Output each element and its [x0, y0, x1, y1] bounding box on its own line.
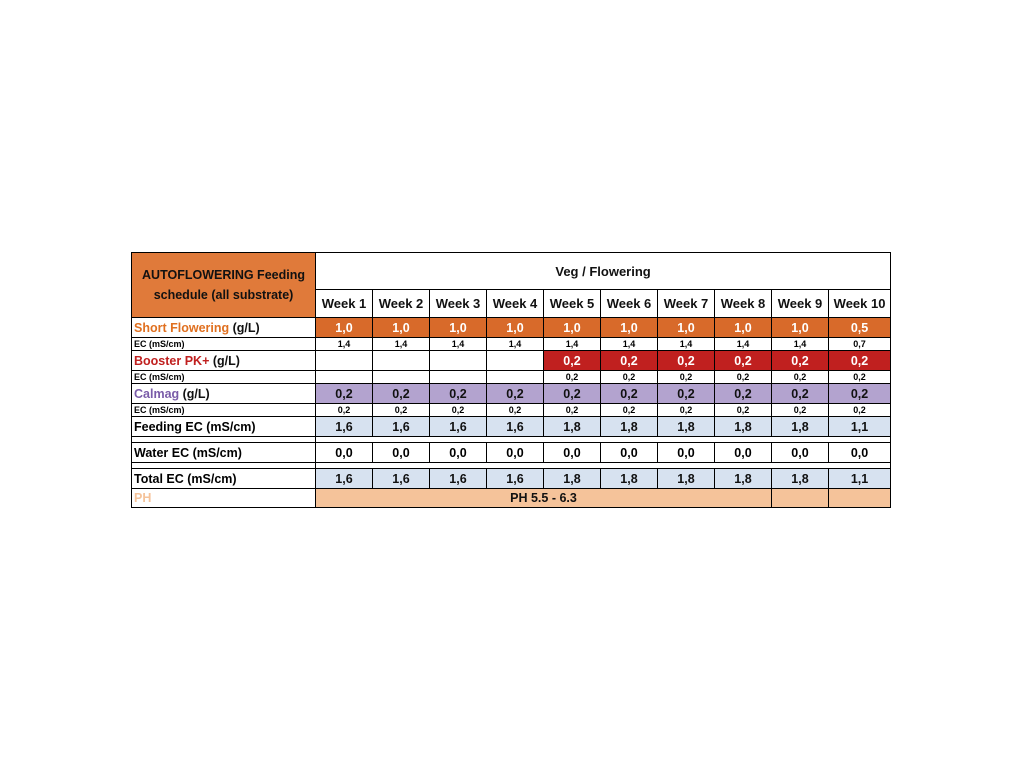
value-cell: Week 5 — [544, 290, 601, 318]
value-cell: 1,6 — [430, 469, 487, 489]
feeding-ec-row — [132, 417, 891, 437]
short-flowering-ec-row — [132, 338, 891, 351]
value-cell: 0,2 — [658, 371, 715, 384]
value-cell: 0,2 — [772, 371, 829, 384]
value-cell: 0,2 — [430, 404, 487, 417]
value-cell — [316, 351, 373, 371]
value-cell: 1,6 — [316, 469, 373, 489]
ph-cell — [829, 489, 891, 508]
value-cell: 1,6 — [487, 469, 544, 489]
ph-value: PH 5.5 - 6.3 — [316, 489, 772, 508]
value-cell: 1,8 — [601, 469, 658, 489]
value-cell: Week 6 — [601, 290, 658, 318]
unit: (g/L) — [229, 320, 260, 335]
value-cell: 1,0 — [772, 318, 829, 338]
calmag-row — [132, 384, 891, 404]
value-cell: Week 10 — [829, 290, 891, 318]
value-cell: 0,2 — [829, 371, 891, 384]
value-cell: 1,8 — [715, 417, 772, 437]
schedule-title — [132, 253, 316, 318]
value-cell: 0,2 — [829, 384, 891, 404]
value-cell: 0,0 — [487, 443, 544, 463]
product-name: Booster PK+ — [134, 353, 210, 368]
value-cell: 1,4 — [772, 338, 829, 351]
water-ec-row — [132, 443, 891, 463]
value-cell: 0,2 — [601, 384, 658, 404]
value-cell: 0,0 — [373, 443, 430, 463]
feeding-ec-label: Feeding EC (mS/cm) — [132, 417, 316, 437]
value-cell — [316, 371, 373, 384]
value-cell: 0,0 — [715, 443, 772, 463]
value-cell: 1,4 — [316, 338, 373, 351]
value-cell: 0,2 — [658, 351, 715, 371]
value-cell: 0,2 — [544, 404, 601, 417]
ec-label: EC (mS/cm) — [132, 371, 316, 384]
value-cell: 1,1 — [829, 417, 891, 437]
value-cell: 0,2 — [772, 384, 829, 404]
value-cell: 0,2 — [430, 384, 487, 404]
value-cell: 0,2 — [772, 351, 829, 371]
value-cell: 1,0 — [544, 318, 601, 338]
value-cell: 1,0 — [430, 318, 487, 338]
value-cell: 1,0 — [487, 318, 544, 338]
value-cell: 0,2 — [544, 384, 601, 404]
value-cell: 0,0 — [430, 443, 487, 463]
value-cell — [373, 351, 430, 371]
value-cell: 1,0 — [715, 318, 772, 338]
value-cell: 0,7 — [829, 338, 891, 351]
value-cell: 0,2 — [772, 404, 829, 417]
calmag-label — [132, 384, 316, 404]
value-cell: Week 9 — [772, 290, 829, 318]
short-flowering-label — [132, 318, 316, 338]
value-cell: 0,2 — [658, 384, 715, 404]
value-cell: 0,0 — [316, 443, 373, 463]
value-cell: 1,8 — [772, 417, 829, 437]
value-cell: 1,0 — [601, 318, 658, 338]
ph-row — [132, 489, 891, 508]
value-cell — [430, 371, 487, 384]
value-cell: 1,8 — [658, 469, 715, 489]
value-cell — [430, 351, 487, 371]
value-cell: 1,6 — [487, 417, 544, 437]
schedule-title-line1: AUTOFLOWERING Feeding — [142, 268, 305, 282]
value-cell — [487, 351, 544, 371]
value-cell: Week 2 — [373, 290, 430, 318]
feeding-schedule-table — [131, 252, 891, 508]
value-cell: 1,6 — [430, 417, 487, 437]
value-cell: Week 8 — [715, 290, 772, 318]
value-cell: 1,4 — [430, 338, 487, 351]
value-cell: 0,2 — [715, 404, 772, 417]
value-cell: 1,4 — [544, 338, 601, 351]
value-cell — [373, 371, 430, 384]
value-cell: 1,0 — [316, 318, 373, 338]
value-cell: 0,0 — [601, 443, 658, 463]
value-cell — [487, 371, 544, 384]
value-cell: 1,8 — [601, 417, 658, 437]
ec-label: EC (mS/cm) — [132, 338, 316, 351]
value-cell: 1,8 — [772, 469, 829, 489]
value-cell: 1,8 — [544, 417, 601, 437]
value-cell: 0,2 — [715, 351, 772, 371]
value-cell: 0,0 — [544, 443, 601, 463]
product-name: Calmag — [134, 386, 180, 401]
value-cell: 0,0 — [658, 443, 715, 463]
stage-header: Veg / Flowering — [316, 253, 891, 290]
unit: (g/L) — [179, 386, 210, 401]
value-cell: Week 7 — [658, 290, 715, 318]
value-cell: 1,6 — [373, 469, 430, 489]
value-cell: 0,2 — [316, 404, 373, 417]
booster-ec-row — [132, 371, 891, 384]
value-cell: 0,5 — [829, 318, 891, 338]
total-ec-label: Total EC (mS/cm) — [132, 469, 316, 489]
value-cell: 0,2 — [487, 384, 544, 404]
calmag-ec-row — [132, 404, 891, 417]
ph-cell — [772, 489, 829, 508]
value-cell: 0,2 — [829, 351, 891, 371]
value-cell: 0,0 — [772, 443, 829, 463]
value-cell: 1,4 — [658, 338, 715, 351]
value-cell: Week 4 — [487, 290, 544, 318]
unit: (g/L) — [209, 353, 240, 368]
value-cell: 1,4 — [601, 338, 658, 351]
value-cell: 0,2 — [316, 384, 373, 404]
value-cell: 0,2 — [601, 404, 658, 417]
value-cell: 0,2 — [658, 404, 715, 417]
total-ec-row — [132, 469, 891, 489]
value-cell: 1,1 — [829, 469, 891, 489]
value-cell: Week 3 — [430, 290, 487, 318]
value-cell: 0,2 — [487, 404, 544, 417]
value-cell: 1,4 — [487, 338, 544, 351]
value-cell: 1,0 — [373, 318, 430, 338]
value-cell: 1,8 — [544, 469, 601, 489]
value-cell: 0,2 — [829, 404, 891, 417]
product-name: Short Flowering — [134, 320, 230, 335]
value-cell: 0,0 — [829, 443, 891, 463]
value-cell: 1,6 — [373, 417, 430, 437]
value-cell: 1,6 — [316, 417, 373, 437]
water-ec-label: Water EC (mS/cm) — [132, 443, 316, 463]
value-cell: 1,8 — [715, 469, 772, 489]
value-cell: 0,2 — [373, 404, 430, 417]
value-cell: 0,2 — [715, 371, 772, 384]
value-cell: 0,2 — [601, 371, 658, 384]
value-cell: 1,4 — [715, 338, 772, 351]
schedule-title-line2: schedule (all substrate) — [153, 288, 294, 302]
value-cell: 0,2 — [544, 371, 601, 384]
value-cell: 0,2 — [601, 351, 658, 371]
value-cell: 1,0 — [658, 318, 715, 338]
value-cell: 1,4 — [373, 338, 430, 351]
value-cell: 0,2 — [715, 384, 772, 404]
value-cell: Week 1 — [316, 290, 373, 318]
value-cell: 1,8 — [658, 417, 715, 437]
booster-row — [132, 351, 891, 371]
short-flowering-row — [132, 318, 891, 338]
ec-label: EC (mS/cm) — [132, 404, 316, 417]
ph-label: PH — [132, 489, 316, 508]
value-cell: 0,2 — [544, 351, 601, 371]
booster-label — [132, 351, 316, 371]
value-cell: 0,2 — [373, 384, 430, 404]
